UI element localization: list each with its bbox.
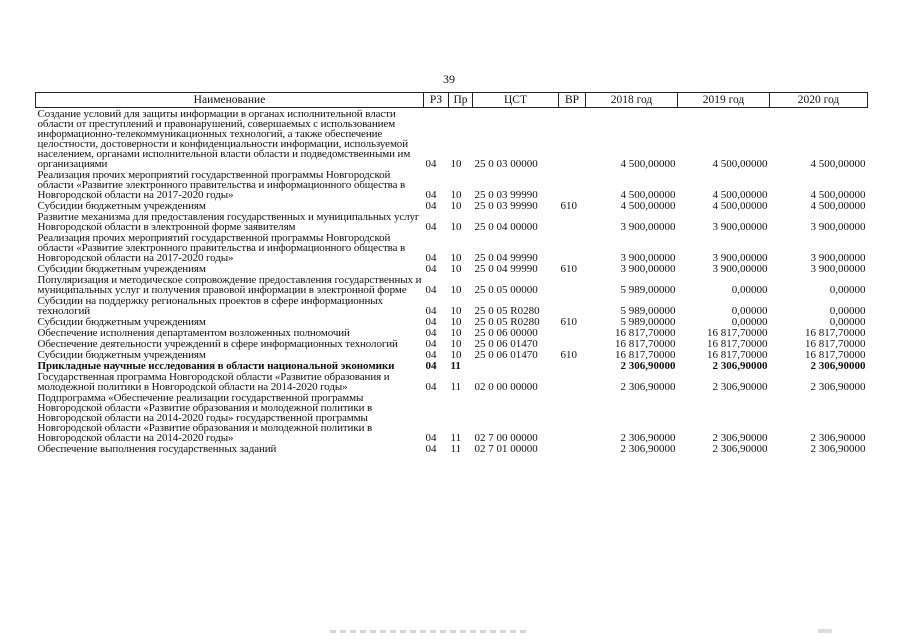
row-pr: 10 <box>450 189 462 201</box>
row-rz: 04 <box>425 221 437 233</box>
row-value-2019: 0,00000 <box>731 316 768 328</box>
row-cst: 25 0 04 99990 <box>474 252 538 264</box>
row-value-2018: 3 900,00000 <box>620 252 676 264</box>
row-value-2018: 2 306,90000 <box>620 432 676 444</box>
row-value-2019: 2 306,90000 <box>712 432 768 444</box>
row-rz: 04 <box>425 432 437 444</box>
row-name: Прикладные научные исследования в области национальной экономики <box>37 360 395 372</box>
row-name: Обеспечение исполнения департаментом возложенных полномочий <box>37 327 350 339</box>
row-value-2018: 2 306,90000 <box>620 381 676 393</box>
row-pr: 11 <box>450 360 461 372</box>
row-value-2019: 16 817,70000 <box>707 349 768 361</box>
row-name: Обеспечение деятельности учреждений в сфере информационных технологий <box>37 338 398 350</box>
row-pr: 10 <box>450 284 462 296</box>
row-rz: 04 <box>425 316 437 328</box>
table-row <box>36 371 868 392</box>
table-row <box>36 200 868 211</box>
row-rz: 04 <box>425 360 437 372</box>
row-cst: 02 7 00 00000 <box>474 432 538 444</box>
row-value-2018: 4 500,00000 <box>620 158 676 170</box>
header-cst: ЦСТ <box>473 93 559 108</box>
row-value-2018: 16 817,70000 <box>615 338 676 350</box>
row-value-2018: 5 989,00000 <box>620 284 676 296</box>
row-vr: 610 <box>560 349 577 361</box>
row-cst: 02 7 01 00000 <box>474 443 538 455</box>
row-value-2020: 0,00000 <box>829 284 866 296</box>
row-vr <box>559 371 586 392</box>
header-name: Наименование <box>36 93 424 108</box>
row-vr: 610 <box>560 200 577 212</box>
row-value-2019: 2 306,90000 <box>712 443 768 455</box>
row-name: Реализация прочих мероприятий государственной программы Новгородской области «Развитие электронного правительства и информационного общества в Новгородской области на 2017-2020 годы» <box>37 169 406 201</box>
row-pr: 10 <box>450 221 462 233</box>
row-vr <box>559 295 586 316</box>
row-value-2020: 2 306,90000 <box>810 432 866 444</box>
row-rz: 04 <box>425 443 437 455</box>
header-2019: 2019 год <box>678 93 770 108</box>
row-value-2020: 16 817,70000 <box>805 349 866 361</box>
scan-artifact-corner <box>818 629 832 633</box>
table-row <box>36 360 868 371</box>
row-value-2020: 2 306,90000 <box>810 443 866 455</box>
row-value-2019: 0,00000 <box>731 305 768 317</box>
row-pr: 10 <box>450 158 462 170</box>
row-value-2018: 3 900,00000 <box>620 263 676 275</box>
row-cst: 25 0 05 R0280 <box>474 305 540 317</box>
row-value-2018: 16 817,70000 <box>615 349 676 361</box>
row-value-2020: 2 306,90000 <box>810 381 866 393</box>
row-name: Обеспечение выполнения государственных заданий <box>37 443 277 455</box>
row-pr: 11 <box>450 432 462 444</box>
scan-artifact <box>330 630 530 633</box>
table-row <box>36 295 868 316</box>
row-value-2019: 16 817,70000 <box>707 327 768 339</box>
row-name: Создание условий для защиты информации в органах исполнительной власти области от преступлений и правонарушений, совершаемых с использованием информационно-телекоммуникационных технологий, а также обеспечение целостности, достоверности и конфиденциальности информации, используемой населением, органами исполнительной власти области и подведомственными им организациями <box>37 108 411 170</box>
header-pr: Пр <box>449 93 473 108</box>
row-cst: 25 0 05 R0280 <box>474 316 540 328</box>
row-value-2019: 4 500,00000 <box>712 158 768 170</box>
row-name: Субсидии бюджетным учреждениям <box>37 316 206 328</box>
row-value-2019: 3 900,00000 <box>712 263 768 275</box>
row-value-2020: 3 900,00000 <box>810 221 866 233</box>
row-value-2018: 4 500,00000 <box>620 200 676 212</box>
header-rz: РЗ <box>424 93 449 108</box>
table-row <box>36 232 868 263</box>
row-vr <box>559 169 586 200</box>
row-value-2018: 5 989,00000 <box>620 316 676 328</box>
page-number: 39 <box>443 72 455 86</box>
row-pr: 10 <box>450 338 462 350</box>
table-row <box>36 327 868 338</box>
row-name: Популяризация и методическое сопровождение предоставления государственных и муниципальных услуг и получения правовой информации в электронной форме <box>37 274 422 296</box>
table-row <box>36 392 868 443</box>
row-pr: 10 <box>450 200 462 212</box>
row-value-2019: 3 900,00000 <box>712 252 768 264</box>
row-name: Субсидии бюджетным учреждениям <box>37 349 206 361</box>
row-pr: 11 <box>450 381 462 393</box>
table-row <box>36 211 868 232</box>
row-cst: 25 0 04 99990 <box>474 263 538 275</box>
row-value-2018: 3 900,00000 <box>620 221 676 233</box>
row-rz: 04 <box>425 158 437 170</box>
row-value-2020: 16 817,70000 <box>805 327 866 339</box>
row-value-2019: 3 900,00000 <box>712 221 768 233</box>
row-value-2019: 4 500,00000 <box>712 200 768 212</box>
row-rz: 04 <box>425 349 437 361</box>
row-cst: 02 0 00 00000 <box>474 381 538 393</box>
row-value-2020: 0,00000 <box>829 305 866 317</box>
row-vr: 610 <box>560 316 577 328</box>
row-rz: 04 <box>425 327 437 339</box>
row-cst: 25 0 06 01470 <box>474 338 538 350</box>
row-vr <box>559 327 586 338</box>
table-body <box>36 108 868 455</box>
row-cst: 25 0 05 00000 <box>474 284 538 296</box>
row-cst <box>473 360 559 371</box>
row-cst: 25 0 06 00000 <box>474 327 538 339</box>
row-cst: 25 0 04 00000 <box>474 221 538 233</box>
row-rz: 04 <box>425 381 437 393</box>
table-header-row <box>36 93 868 108</box>
row-name: Реализация прочих мероприятий государственной программы Новгородской области «Развитие электронного правительства и информационного общества в Новгородской области на 2017-2020 годы» <box>37 232 406 264</box>
row-vr: 610 <box>560 263 577 275</box>
row-vr <box>559 211 586 232</box>
row-value-2020: 16 817,70000 <box>805 338 866 350</box>
row-vr <box>559 443 586 454</box>
row-rz: 04 <box>425 252 437 264</box>
row-name: Развитие механизма для предоставления государственных и муниципальных услуг Новгородской области в электронной форме заявителям <box>37 211 420 233</box>
row-rz: 04 <box>425 200 437 212</box>
budget-table <box>35 92 868 454</box>
row-pr: 10 <box>450 263 462 275</box>
row-value-2018: 16 817,70000 <box>615 327 676 339</box>
table-row <box>36 349 868 360</box>
row-value-2019: 4 500,00000 <box>712 189 768 201</box>
header-vr: ВР <box>559 93 586 108</box>
row-cst: 25 0 03 99990 <box>474 200 538 212</box>
row-name: Субсидии бюджетным учреждениям <box>37 200 206 212</box>
row-vr <box>559 108 586 170</box>
row-name: Государственная программа Новгородской области «Развитие образования и молодежной политики в Новгородской области на 2014-2020 годы» <box>37 371 390 393</box>
row-value-2019: 16 817,70000 <box>707 338 768 350</box>
header-2018: 2018 год <box>586 93 678 108</box>
row-value-2019: 2 306,90000 <box>712 360 768 372</box>
row-value-2019: 2 306,90000 <box>712 381 768 393</box>
row-name: Подпрограмма «Обеспечение реализации государственной программы Новгородской области «Развитие образования и молодежной политики в Новгородской области на 2014-2020 годы» государственной программы Новгородской области «Развитие образования и молодежной политики в Новгородской области на 2014-2020 годы» <box>37 392 373 444</box>
row-value-2020: 4 500,00000 <box>810 189 866 201</box>
row-name: Субсидии на поддержку региональных проектов в сфере информационных технологий <box>37 295 383 317</box>
row-vr <box>559 274 586 295</box>
row-value-2019: 0,00000 <box>731 284 768 296</box>
table-row <box>36 443 868 454</box>
row-pr: 11 <box>450 443 462 455</box>
table-row <box>36 263 868 274</box>
row-rz: 04 <box>425 338 437 350</box>
row-value-2018: 2 306,90000 <box>620 443 676 455</box>
table-row <box>36 108 868 170</box>
row-cst: 25 0 06 01470 <box>474 349 538 361</box>
row-rz: 04 <box>425 305 437 317</box>
row-value-2020: 0,00000 <box>829 316 866 328</box>
row-rz: 04 <box>425 263 437 275</box>
row-vr <box>559 232 586 263</box>
table-row <box>36 169 868 200</box>
table-row <box>36 316 868 327</box>
row-value-2018: 5 989,00000 <box>620 305 676 317</box>
header-2020: 2020 год <box>770 93 868 108</box>
row-vr <box>559 338 586 349</box>
row-value-2020: 3 900,00000 <box>810 263 866 275</box>
row-name: Субсидии бюджетным учреждениям <box>37 263 206 275</box>
row-rz: 04 <box>425 189 437 201</box>
row-pr: 10 <box>450 316 462 328</box>
row-vr <box>559 360 586 371</box>
row-value-2020: 3 900,00000 <box>810 252 866 264</box>
row-cst: 25 0 03 99990 <box>474 189 538 201</box>
table-row <box>36 274 868 295</box>
row-pr: 10 <box>450 327 462 339</box>
row-value-2020: 2 306,90000 <box>810 360 866 372</box>
row-vr <box>559 392 586 443</box>
table-row <box>36 338 868 349</box>
row-pr: 10 <box>450 252 462 264</box>
row-rz: 04 <box>425 284 437 296</box>
row-pr: 10 <box>450 305 462 317</box>
row-value-2020: 4 500,00000 <box>810 158 866 170</box>
row-value-2018: 2 306,90000 <box>620 360 676 372</box>
row-cst: 25 0 03 00000 <box>474 158 538 170</box>
row-pr: 10 <box>450 349 462 361</box>
row-value-2018: 4 500,00000 <box>620 189 676 201</box>
row-value-2020: 4 500,00000 <box>810 200 866 212</box>
